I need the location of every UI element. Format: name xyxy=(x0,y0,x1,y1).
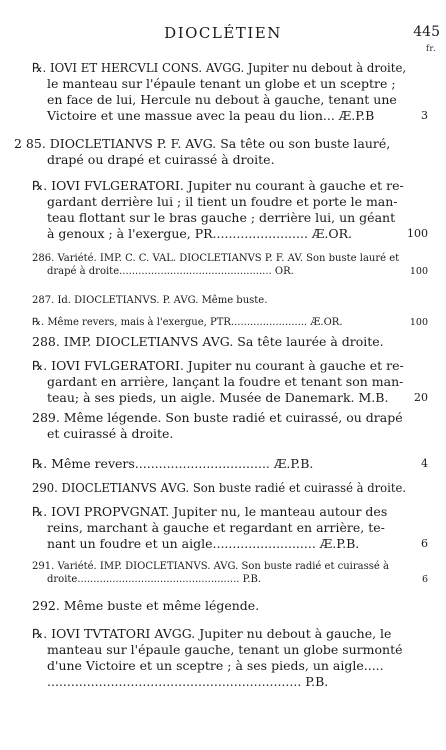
entry-value: 100 xyxy=(409,317,428,328)
entry-line: gardant en arrière, lançant la foudre et tenant son man- xyxy=(47,374,404,389)
entry-line: gardant derrière lui ; il tient un foudre et porte le man- xyxy=(47,194,398,209)
entry-line: en face de lui, Hercule nu debout à gauche, tenant une xyxy=(47,92,397,107)
page-title: DIOCLÉTIEN xyxy=(164,24,282,42)
entry-line: à genoux ; à l'exergue, PR........................ Æ.OR. xyxy=(47,226,353,241)
page-number: 445 xyxy=(413,24,440,40)
entry-line: reins, marchant à gauche et regardant en arrière, te- xyxy=(47,520,385,535)
entry-value: 100 xyxy=(409,266,428,277)
entry-line: ℞. IOVI PROPVGNAT. Jupiter nu, le manteau autour des xyxy=(32,504,388,519)
entry-line: drapé ou drapé et cuirassé à droite. xyxy=(47,152,275,167)
entry-line: teau; à ses pieds, un aigle. Musée de Danemark. M.B. xyxy=(47,390,389,405)
entry-line: d'une Victoire et un sceptre ; à ses pieds, un aigle..... xyxy=(47,658,384,673)
entry-line: drapé à droite................................................ OR. xyxy=(47,266,294,277)
entry-line: ℞. IOVI FVLGERATORI. Jupiter nu courant à gauche et re- xyxy=(32,178,404,193)
entry-line: 288. IMP. DIOCLETIANVS AVG. Sa tête laurée à droite. xyxy=(32,334,384,349)
entry-line: Victoire et une massue avec la peau du lion... Æ.P.B xyxy=(47,108,375,123)
entry-value: 4 xyxy=(421,457,428,470)
entry-line: 287. Id. DIOCLETIANVS. P. AVG. Même buste. xyxy=(32,295,268,306)
entry-line: 292. Même buste et même légende. xyxy=(32,598,260,613)
entry-value: 6 xyxy=(421,537,428,550)
entry-line: 286. Variété. IMP. C. C. VAL. DIOCLETIANVS P. F. AV. Son buste lauré et xyxy=(32,253,400,264)
entry-line: 290. DIOCLETIANVS AVG. Son buste radié et cuirassé à droite. xyxy=(32,480,407,495)
entry-line: ℞. IOVI TVTATORI AVGG. Jupiter nu debout à gauche, le xyxy=(32,626,392,641)
entry-line: ℞. IOVI ET HERCVLI CONS. AVGG. Jupiter nu debout à droite, xyxy=(32,60,407,75)
entry-line: le manteau sur l'épaule tenant un globe et un sceptre ; xyxy=(47,76,396,91)
entry-line: ℞. Même revers.................................. Æ.P.B. xyxy=(32,456,314,471)
entry-value: 100 xyxy=(407,227,428,240)
entry-line: 289. Même légende. Son buste radié et cuirassé, ou drapé xyxy=(32,410,403,425)
entry-value: 20 xyxy=(414,391,428,404)
entry-value: 3 xyxy=(421,109,428,122)
value-unit: fr. xyxy=(426,44,436,53)
entry-line: et cuirassé à droite. xyxy=(47,426,174,441)
entry-line: ................................................................ P.B. xyxy=(47,674,329,689)
entry-line: droite................................................... P.B. xyxy=(47,574,262,585)
entry-line: teau flottant sur le bras gauche ; derrière lui, un géant xyxy=(47,210,396,225)
entry-line: 291. Variété. IMP. DIOCLETIANVS. AVG. Son buste radié et cuirassé à xyxy=(32,561,389,572)
entry-line: ℞. IOVI FVLGERATORI. Jupiter nu courant à gauche et re- xyxy=(32,358,404,373)
entry-line: manteau sur l'épaule gauche, tenant un globe surmonté xyxy=(47,642,403,657)
entry-line: 2 85. DIOCLETIANVS P. F. AVG. Sa tête ou son buste lauré, xyxy=(14,136,391,151)
entry-line: ℞. Même revers, mais à l'exergue, PTR........................ Æ.OR. xyxy=(32,317,343,328)
entry-line: nant un foudre et un aigle.......................... Æ.P.B. xyxy=(47,536,360,551)
entry-value: 6 xyxy=(421,574,428,585)
